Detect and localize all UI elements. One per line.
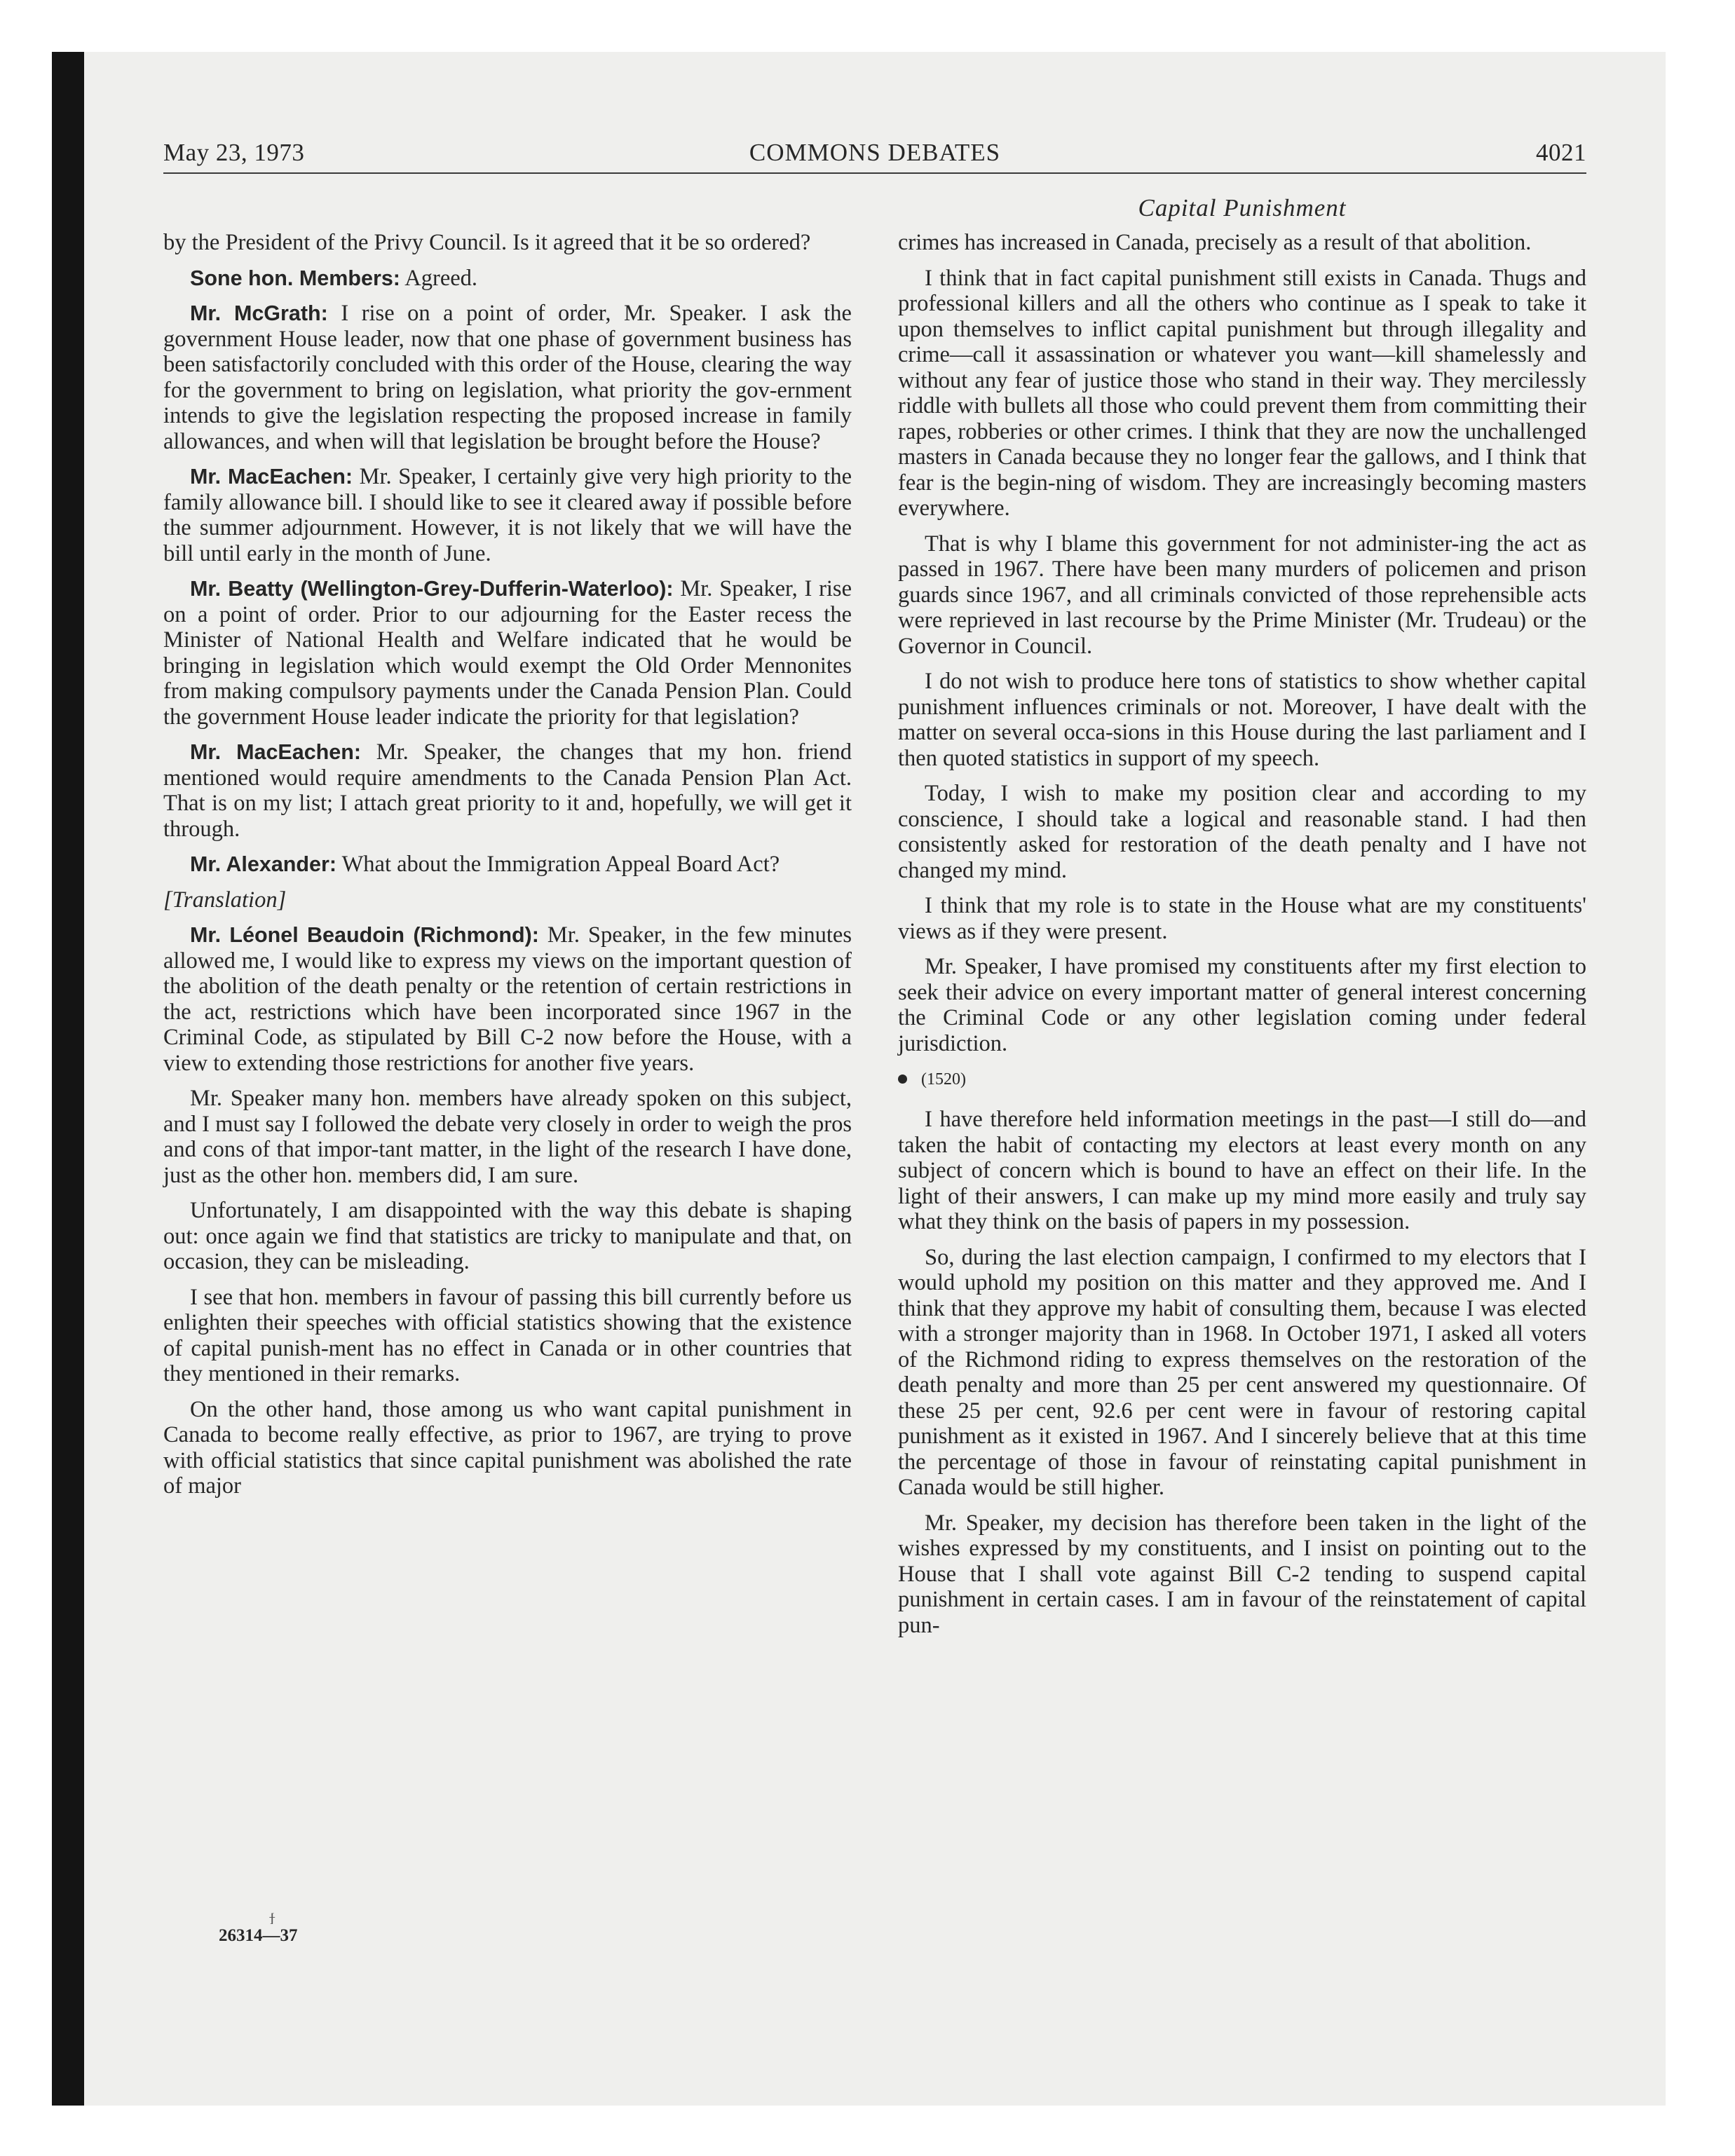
paragraph <box>163 266 852 292</box>
paragraph: I do not wish to produce here tons of statistics to show whether capital punishment influences criminals or not. Moreover, I have dealt with the matter on several occa-sions in this House during the last parliament and I then quoted statistics in support of my speech. <box>898 669 1586 771</box>
paragraph <box>163 464 852 566</box>
speaker-name: Mr. McGrath: <box>190 301 328 325</box>
left-column <box>163 230 852 1509</box>
subject-heading: Capital Punishment <box>1138 194 1347 221</box>
paragraph <box>163 301 852 454</box>
paragraph: Unfortunately, I am disappointed with the way this debate is shaping out: once again we find that statistics are tricky to manipulate and that, on occasion, they can be misleading. <box>163 1198 852 1274</box>
paragraph <box>163 576 852 730</box>
page-number: 4021 <box>1536 139 1586 166</box>
paragraph: That is why I blame this government for not administer-ing the act as passed in 1967. There have been many murders of policemen and prison guards since 1967, and all criminals convicted of those reprehensible acts were reprieved in last recourse by the Prime Minister (Mr. Trudeau) or the Governor in Council. <box>898 531 1586 659</box>
paragraph: Mr. Speaker many hon. members have already spoken on this subject, and I must say I followed the debate very closely in order to weigh the pros and cons of that impor-tant matter, in the light of the research I have done, just as the other hon. members did, I am sure. <box>163 1086 852 1188</box>
speaker-name: Sone hon. Members: <box>190 266 400 290</box>
paragraph: I see that hon. members in favour of passing this bill currently before us enlighten their speeches with official statistics showing that the existence of capital punish-ment has no effect in Canada or in other countries that they mentioned in their remarks. <box>163 1284 852 1386</box>
paragraph <box>163 852 852 878</box>
running-header <box>163 139 1586 172</box>
speech-text: What about the Immigration Appeal Board Act? <box>336 852 780 877</box>
timestamp-marker <box>898 1069 1586 1090</box>
paragraph: I think that my role is to state in the House what are my constituents' views as if they were present. <box>898 893 1586 944</box>
speech-text: I rise on a point of order, Mr. Speaker. I ask the government House leader, now that one phase of government business has been satisfactorily concluded with this order of the House, clearing the way for the government to bring on legislation, what priority the gov-ernment intends to give the legislation respecting the proposed increase in family allowances, and when will that legislation be brought before the House? <box>163 301 852 454</box>
paragraph: crimes has increased in Canada, precisely as a result of that abolition. <box>898 230 1532 255</box>
header-rule <box>163 172 1586 174</box>
header-date: May 23, 1973 <box>163 139 305 166</box>
right-column <box>898 230 1586 1648</box>
paragraph <box>163 922 852 1076</box>
print-code: 26314—37 <box>219 1926 298 1945</box>
speaker-name: Mr. Léonel Beaudoin (Richmond): <box>190 923 539 947</box>
paragraph: So, during the last election campaign, I confirmed to my electors that I would uphold my position on this matter and they approved me. And I think that they approve my habit of consulting them, because I was elected with a stronger majority than in 1968. In October 1971, I asked all voters of the Richmond riding to express themselves on the restoration of the death penalty and more than 25 per cent answered my questionnaire. Of these 25 per cent, 92.6 per cent were in favour of restoring capital punishment as it existed in 1967. And I sincerely believe that at this time the percentage of those in favour of reinstating capital punishment in Canada would be still higher. <box>898 1244 1586 1500</box>
speaker-name: Mr. Alexander: <box>190 852 337 876</box>
paragraph: Mr. Speaker, I have promised my constituents after my first election to seek their advice on every important matter of general interest concerning the Criminal Code or any other legislation coming under federal jurisdiction. <box>898 954 1586 1056</box>
paragraph <box>163 739 852 842</box>
paragraph: On the other hand, those among us who want capital punishment in Canada to become really effective, as prior to 1967, are trying to prove with official statistics that since capital punishment was abolished the rate of major <box>163 1396 852 1499</box>
speech-text: Mr. Speaker, the changes that my hon. friend mentioned would require amendments to the Canada Pension Plan Act. That is on my list; I attach great priority to it and, hopefully, we will get it through. <box>163 739 852 842</box>
paragraph: by the President of the Privy Council. Is it agreed that it be so ordered? <box>163 230 811 255</box>
speaker-name: Mr. MacEachen: <box>190 465 353 489</box>
bullet-icon <box>898 1074 907 1084</box>
speech-text: Mr. Speaker, in the few minutes allowed me, I would like to express my views on the important question of the abolition of the death penalty or the retention of certain restrictions in the act, restrictions which have been incorporated since 1967 in the Criminal Code, as stipulated by Bill C-2 now before the House, with a view to extending those restrictions for another five years. <box>163 922 852 1076</box>
speech-text: Mr. Speaker, I rise on a point of order. Prior to our adjourning for the Easter recess the Minister of National Health and Welfare indicated that he would be bringing in legislation which would exempt the Old Order Mennonites from making compulsory payments under the Canada Pension Plan. Could the government House leader indicate the priority for that legislation? <box>163 576 852 730</box>
translation-label: [Translation] <box>163 887 287 913</box>
paragraph: Today, I wish to make my position clear and according to my conscience, I should take a logical and reasonable stand. I had then consistently asked for restoration of the death penalty and I have not changed my mind. <box>898 781 1586 883</box>
speech-text: Mr. Speaker, I certainly give very high priority to the family allowance bill. I should like to see it cleared away if possible before the summer adjournment. However, it is not likely that we will have the bill until early in the month of June. <box>163 464 852 566</box>
speaker-name: Mr. Beatty (Wellington-Grey-Dufferin-Waterloo): <box>190 577 674 601</box>
speaker-name: Mr. MacEachen: <box>190 740 362 764</box>
paragraph: I think that in fact capital punishment still exists in Canada. Thugs and professional killers and all the others who continue as I speak to take it upon themselves to inflict capital punishment but through illegality and crime—call it assassination or whatever you want—kill shamelessly and without any fear of justice those who stand in their way. They mercilessly riddle with bullets all those who could prevent them from committing their rapes, robberies or other crimes. I think that they are now the unchallenged masters in Canada because they no longer fear the gallows, and I think that fear is the begin-ning of wisdom. They are increasingly becoming masters everywhere. <box>898 265 1586 521</box>
scan-edge-shadow <box>52 52 84 2106</box>
speech-text: Agreed. <box>400 265 478 291</box>
timestamp-text: (1520) <box>921 1070 966 1089</box>
paragraph: Mr. Speaker, my decision has therefore been taken in the light of the wishes expressed by my constituents, and I insist on pointing out to the House that I shall vote against Bill C-2 tending to suspend capital punishment in certain cases. I am in favour of the reinstatement of capital pun- <box>898 1510 1586 1638</box>
paragraph: I have therefore held information meetings in the past—I still do—and taken the habit of contacting my electors at least every month on any subject of concern which is bound to have an effect on their life. In the light of their answers, I can make up my mind more easily and truly say what they think on the basis of papers in my possession. <box>898 1107 1586 1234</box>
ink-speck: ϯ <box>269 1910 275 1928</box>
header-title: COMMONS DEBATES <box>749 139 1001 166</box>
